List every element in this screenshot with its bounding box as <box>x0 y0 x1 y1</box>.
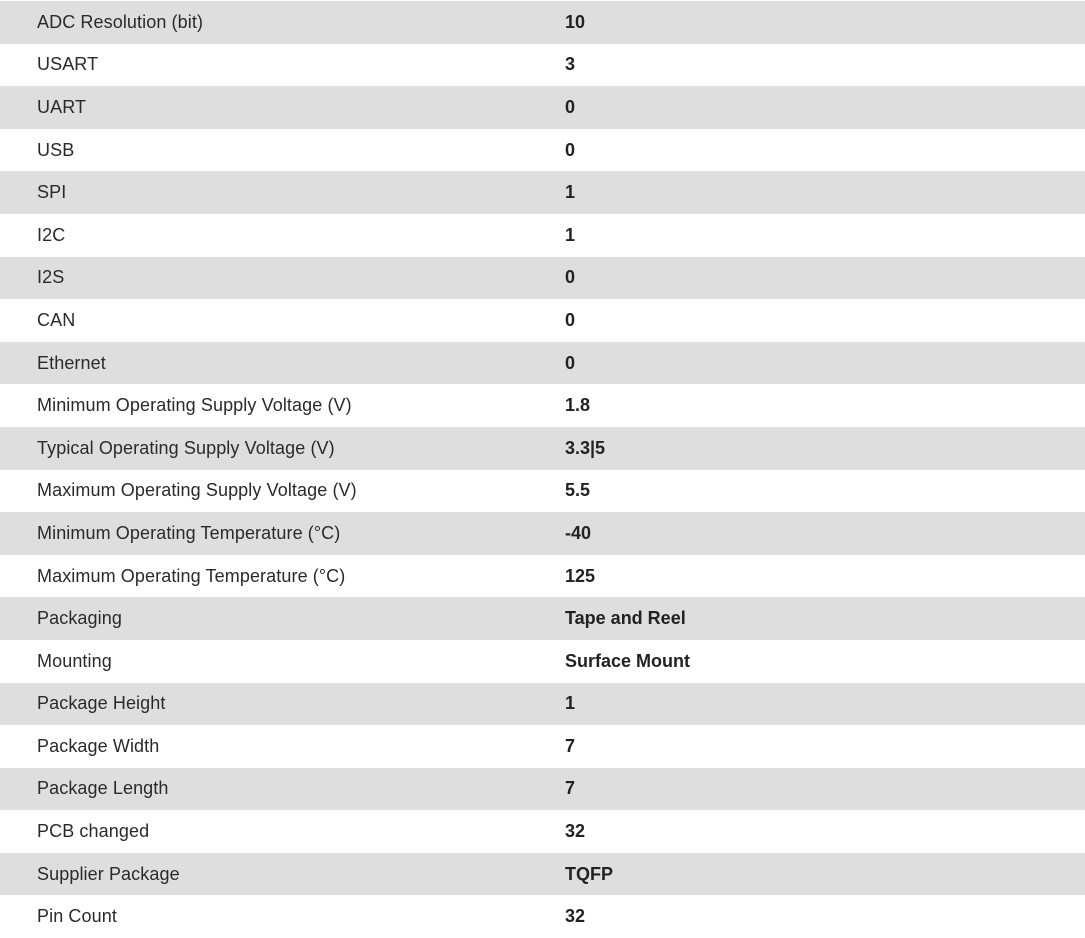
spec-name: PCB changed <box>37 821 150 842</box>
table-row <box>0 44 1085 87</box>
table-row <box>0 853 1085 896</box>
spec-value: Tape and Reel <box>565 608 686 629</box>
spec-name: USB <box>37 139 75 160</box>
spec-name: Package Height <box>37 693 166 714</box>
spec-name: CAN <box>37 309 76 330</box>
table-row <box>0 427 1085 470</box>
spec-value: 0 <box>565 96 576 117</box>
spec-value: 5.5 <box>565 480 591 501</box>
spec-value: 7 <box>565 778 576 799</box>
table-row <box>0 470 1085 513</box>
spec-name: USART <box>37 54 99 75</box>
spec-value: 10 <box>565 11 586 32</box>
spec-value: 0 <box>565 309 576 330</box>
spec-value: -40 <box>565 522 592 543</box>
spec-value: TQFP <box>565 863 613 884</box>
table-row <box>0 214 1085 257</box>
spec-name: Package Length <box>37 778 169 799</box>
table-row <box>0 86 1085 129</box>
table-row <box>0 640 1085 683</box>
spec-name: Maximum Operating Temperature (°C) <box>37 565 346 586</box>
table-row <box>0 512 1085 555</box>
spec-value: 125 <box>565 565 596 586</box>
spec-name: Mounting <box>37 650 112 671</box>
spec-value: 32 <box>565 821 586 842</box>
spec-value: 3.3|5 <box>565 437 606 458</box>
table-row <box>0 725 1085 768</box>
spec-name: Typical Operating Supply Voltage (V) <box>37 437 335 458</box>
spec-name: Pin Count <box>37 906 117 927</box>
table-row <box>0 597 1085 640</box>
spec-value: 0 <box>565 352 576 373</box>
table-row <box>0 342 1085 385</box>
table-row <box>0 299 1085 342</box>
table-row <box>0 257 1085 300</box>
spec-name: I2C <box>37 224 66 245</box>
spec-name: I2S <box>37 267 65 288</box>
spec-name: Minimum Operating Supply Voltage (V) <box>37 395 352 416</box>
table-row <box>0 810 1085 853</box>
table-row <box>0 129 1085 172</box>
spec-value: 1.8 <box>565 395 591 416</box>
spec-name: Package Width <box>37 735 160 756</box>
spec-name: Packaging <box>37 608 122 629</box>
spec-name: Ethernet <box>37 352 106 373</box>
table-row <box>0 555 1085 598</box>
spec-name: Maximum Operating Supply Voltage (V) <box>37 480 357 501</box>
spec-name: Minimum Operating Temperature (°C) <box>37 522 341 543</box>
table-row <box>0 1 1085 44</box>
spec-table-body <box>0 1 1085 938</box>
spec-value: 0 <box>565 267 576 288</box>
spec-value: 1 <box>565 224 576 245</box>
spec-name: ADC Resolution (bit) <box>37 11 204 32</box>
spec-value: 1 <box>565 693 576 714</box>
table-row <box>0 895 1085 938</box>
spec-table <box>0 1 1085 938</box>
table-row <box>0 384 1085 427</box>
spec-name: Supplier Package <box>37 863 180 884</box>
table-row <box>0 683 1085 726</box>
spec-name: UART <box>37 96 87 117</box>
table-row <box>0 171 1085 214</box>
spec-value: Surface Mount <box>565 650 691 671</box>
spec-value: 1 <box>565 182 576 203</box>
table-row <box>0 768 1085 811</box>
spec-value: 32 <box>565 906 586 927</box>
spec-name: SPI <box>37 182 67 203</box>
spec-value: 0 <box>565 139 576 160</box>
spec-value: 7 <box>565 735 576 756</box>
spec-value: 3 <box>565 54 576 75</box>
